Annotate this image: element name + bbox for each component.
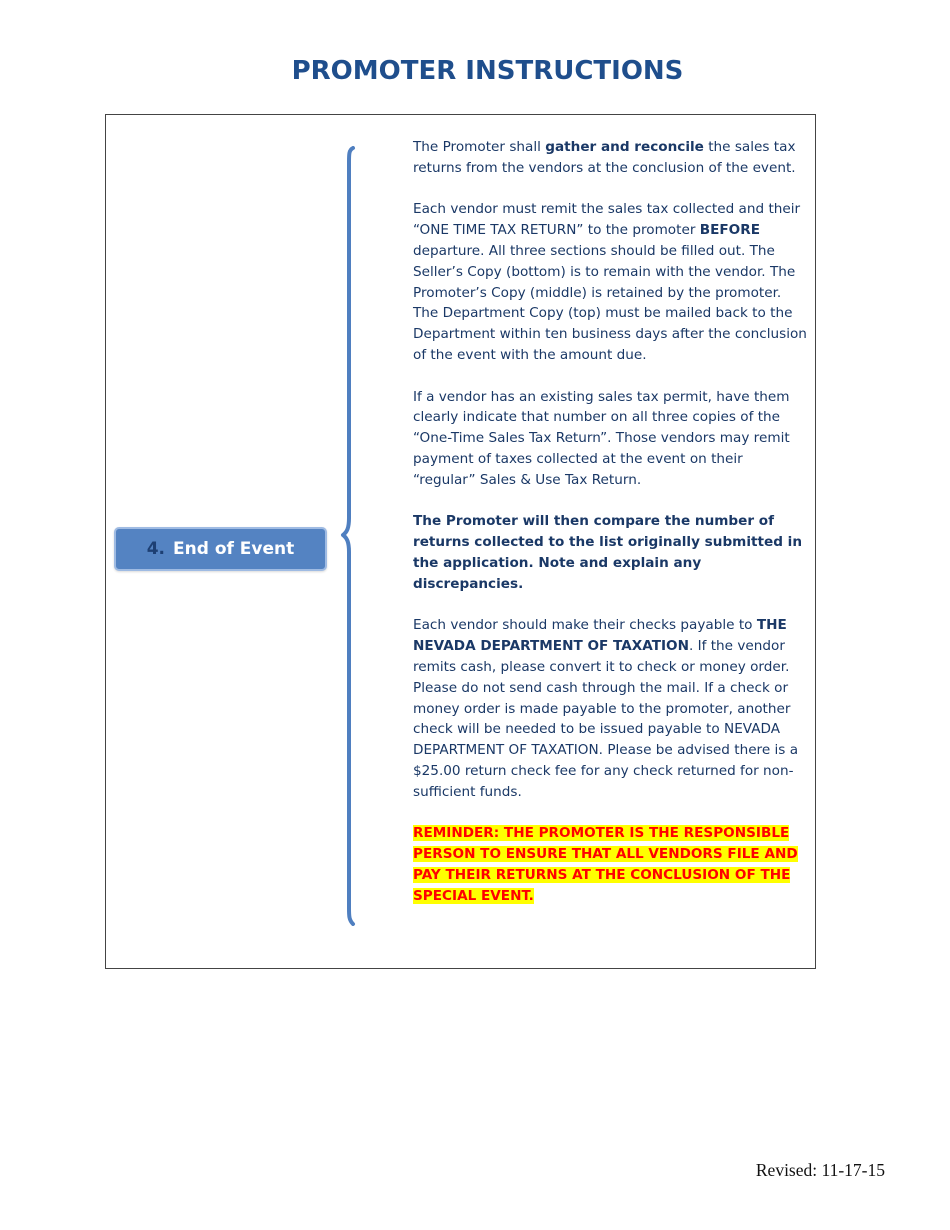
- paragraph-gather-text-2: the sales tax returns from the vendors at the conclusion of the event.: [413, 139, 796, 176]
- paragraph-gather-bold: gather and reconcile: [545, 139, 704, 155]
- reminder-notice: [413, 823, 808, 906]
- revised-date: Revised: 11-17-15: [755, 1160, 885, 1180]
- paragraph-remit-text-2: departure. All three sections should be filled out. The Seller’s Copy (bottom) is to remain with the vendor. The Promoter’s Copy (middle) is retained by the promoter. The Department Copy (top) must be mailed back to the Department within ten business days after the conclusion of the event with the amount due.: [413, 242, 807, 363]
- paragraph-checks-text-2: . If the vendor remits cash, please convert it to check or money order. Please do not send cash through the mail. If a check or money order is made payable to the promoter, another check will be needed to be issued payable to NEVADA DEPARTMENT OF TAXATION. Please be advised there is a $25.00 return check fee for any check returned for non-sufficient funds.: [413, 638, 799, 800]
- paragraph-compare: [413, 511, 808, 594]
- paragraph-checks-bold: THE NEVADA DEPARTMENT OF TAXATION: [413, 617, 787, 655]
- page-title: PROMOTER INSTRUCTIONS: [291, 56, 684, 86]
- paragraph-remit: [413, 199, 808, 365]
- paragraph-checks: [413, 615, 808, 802]
- step-end-of-event: [114, 527, 327, 571]
- step-number: 4.: [146, 539, 166, 559]
- paragraph-remit-text-1: Each vendor must remit the sales tax collected and their “ONE TIME TAX RETURN” to the promoter: [413, 201, 801, 239]
- paragraph-checks-text-1: Each vendor should make their checks payable to: [413, 617, 757, 634]
- paragraph-gather-text-1: The Promoter shall: [413, 139, 546, 155]
- left-brace-bracket: [338, 146, 358, 926]
- instructions-text: [413, 137, 808, 927]
- paragraph-remit-bold: BEFORE: [699, 222, 760, 239]
- step-label: End of Event: [173, 539, 295, 559]
- paragraph-existing-permit: If a vendor has an existing sales tax permit, have them clearly indicate that number on all three copies of the “One-Time Sales Tax Return”. Those vendors may remit payment of taxes collected at the event on their “regular” Sales & Use Tax Return.: [413, 388, 790, 488]
- reminder-highlighted-text: REMINDER: THE PROMOTER IS THE RESPONSIBLE PERSON TO ENSURE THAT ALL VENDORS FILE AND PAY THEIR RETURNS AT THE CONCLUSION OF THE SPECIAL EVENT.: [413, 825, 798, 904]
- paragraph-gather: [413, 137, 808, 179]
- paragraph-compare-bold: The Promoter will then compare the number of returns collected to the list originally submitted in the application. Note and explain any discrepancies.: [413, 513, 803, 592]
